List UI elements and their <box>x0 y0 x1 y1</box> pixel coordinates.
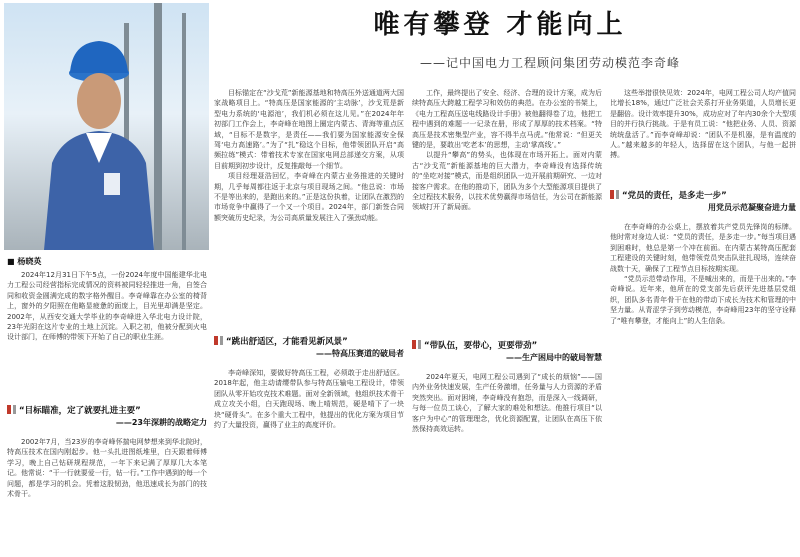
byline: ■ 杨晓英 <box>7 257 42 266</box>
body-column-4a <box>610 88 796 184</box>
section-title: “目标瞄准，定了就要扎进主要” <box>19 406 141 416</box>
section-subtitle: 用党员示范凝聚奋进力量 <box>708 203 796 212</box>
paragraph: “党员示范带动作用，不是喊出来的，而是干出来的。”李奇峰说。近年来，他所在的党支部先后获评先进基层党组织，团队多名青年骨干在他的带动下成长为技术和管理的中坚力量。从青涩学子到劳动模范，李奇峰用23年的坚守诠释了“唯有攀登，才能向上”的人生信条。 <box>610 275 796 325</box>
paragraph: 目标锚定在“沙戈荒”新能源基地和特高压外送通道两大国家战略项目上。“特高压是国家能源的‘主动脉’，沙戈荒是新型电力系统的‘电源池’，我们机必须在这儿见。”在2024年年初部门工作会上，李奇峰在地图上圈定内蒙古、青海等重点区域，“目标不是数字，是责任——我们要为国家能源安全保驾‘电力高速路’。”为了“扎”稳这个目标，他带领团队开启“高频拉练”模式：带着技术专家在国家电网总部递交方案，从项目前期到初步设计，反复推敲每一个细节。 <box>214 89 404 170</box>
section-subtitle: ——生产困局中的破局智慧 <box>506 353 602 362</box>
body-column-2a <box>214 88 404 318</box>
paragraph: 2024年12月31日下午5点，一份2024年度中国能建华北电力工程公司经营指标完成情况的资料被同轻轻推进一角，自签合同和收资金圆满完成的数字格外醒目。李奇峰靠在办公室的椅背上，窗外的夕阳照在他略显疲惫的面庞上，目光里却满是坚定。2002年，从西安交通大学毕业的李奇峰进入华北电力设计院，23年光阴在这片专业的土地上沉淀。入职之初，他被分配到火电设计部门，在师傅的带领下开始了自己的职业生涯。 <box>7 271 207 342</box>
section-subtitle: ——23年深耕的战略定力 <box>115 418 207 427</box>
body-column-3a <box>412 88 602 333</box>
subheadline: ——记中国电力工程顾问集团劳动模范李奇峰 <box>420 56 681 70</box>
paragraph: 项目经理聂浩回忆，李奇峰在内蒙古业务推进的关键时期，几乎每周都往返于北京与项目现场之间。“他总说：市场不是等出来的，是跑出来的。”正是这份执着，让团队在激烈的市场竞争中赢得了一个又一个项目。2024年，部门新签合同额突破历史纪录，为公司高质量发展注入了强劲动能。 <box>214 172 404 222</box>
portrait-photo <box>4 3 209 250</box>
headline: 唯有攀登 才能向上 <box>373 10 627 40</box>
paragraph: 李奇峰深知，要做好特高压工程，必须敢于走出舒适区。2018年起，他主动请缨带队参与特高压输电工程设计，带领团队从零开始攻克技术难题。面对全新领域，他组织技术骨干成立攻关小组，白天跑现场、晚上啃规范，硬是啃下了一块块“硬骨头”。在多个重大工程中，他提出的优化方案为项目节约了大量投资，赢得了业主的高度评价。 <box>214 369 404 430</box>
section-heading-2 <box>214 336 404 360</box>
paragraph: 在李奇峰的办公桌上，摆放着共产党员先锋岗的标牌。他时常对身边人说：“党员的责任，是多走一步。”每当项目遇到困难时，他总是第一个冲在前面。在内蒙古某特高压配套工程建设的关键时刻，他带领党员突击队驻扎现场，连续奋战数十天，确保了工程节点目标按期实现。 <box>610 223 796 273</box>
paragraph: 2024年夏天，电网工程公司遇到了“成长的烦恼”——国内外业务快速发展，生产任务激增，任务量与人力资源的矛盾突然突出。面对困境，李奇峰没有抱怨，而是深入一线调研，与每一位员工谈心，了解大家的难处和想法。他推行项目“以客户为中心”的管理理念，优化资源配置，让团队在高压下依然保持高效运转。 <box>412 373 602 434</box>
paragraph: 工作，最终提出了安全、经济、合理的设计方案，成为后续特高压大跨越工程学习和效仿的典范。在办公室的书架上，《电力工程高压送电线路设计手册》被他翻得卷了边，他把工程中遇到的难题一一记录在册，形成了厚厚的技术档案。“特高压是技术密集型产业，容不得半点马虎。”他常说：“但更关键的是，要敢出‘吃老本’的思想，主动‘掌高线’。” <box>412 89 602 150</box>
section-heading-4 <box>610 190 796 214</box>
section-title: “党员的责任，是多走一步” <box>622 191 727 201</box>
body-column-3b <box>412 372 602 553</box>
paragraph: 2002年7月，当23岁的李奇峰怀揣电网梦想来到华北院时，特高压技术在国内刚起步。他一头扎进图纸堆里，白天跟着师傅学习，晚上自己钻研规程规范，一年下来记满了厚厚几大本笔记。他常说：“干一行就要爱一行，钻一行。”工作中遇到的每一个问题，都是学习的机会。凭着这股韧劲，他迅速成长为部门的技术骨干。 <box>7 438 207 499</box>
byline-author: 杨晓英 <box>17 257 42 266</box>
body-column-1b <box>7 437 207 553</box>
body-column-1a <box>7 270 207 400</box>
section-title: “跳出舒适区，才能看见新风景” <box>226 337 348 347</box>
paragraph: 这些举措很快见效：2024年，电网工程公司人均产值同比增长18%，通过广泛社会关系打开业务渠道，人员增长更是翻倍。设计效率提升30%，成功应对了年内30余个大型项目的并行执行挑战。于是有员工说：“他把业务、人员、资源统统盘活了。”而李奇峰却说：“团队不是机器，是有温度的人。”越来越多的年轻人，选择留在这个团队，与他一起拼搏。 <box>610 89 796 160</box>
body-column-4b <box>610 222 796 553</box>
section-subtitle: ——特高压赛道的破局者 <box>316 349 404 358</box>
section-heading-3 <box>412 340 602 364</box>
section-heading-1 <box>7 405 207 429</box>
section-title: “带队伍，要带心，更要带劲” <box>424 341 538 351</box>
body-column-2b <box>214 368 404 553</box>
paragraph: 以提升“攀高”的势头，也体现在市场开拓上。面对内蒙古“沙戈荒”新能源基地的巨大潜力，李奇峰没有选择传统的“坐吃对接”模式，而是组织团队一边开展前期研究、一边对接客户需求。在他的推动下，团队为多个大型能源项目提供了全过程技术服务，以技术优势赢得市场信任，为公司在新能源领域打开了新局面。 <box>412 151 602 212</box>
worker-figure <box>4 3 209 250</box>
